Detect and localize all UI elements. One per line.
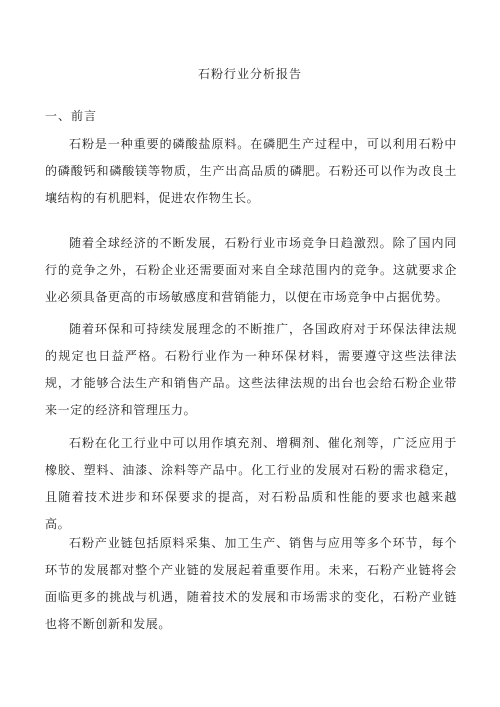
paragraph: 石粉是一种重要的磷酸盐原料。在磷肥生产过程中，可以利用石粉中的磷酸钙和磷酸镁等物质，生产出高品质的磷肥。石粉还可以作为改良土壤结构的有机肥料，促进农作物生长。 xyxy=(45,137,457,205)
paragraph: 随着全球经济的不断发展，石粉行业市场竞争日趋激烈。除了国内同行的竞争之外，石粉企业还需要面对来自全球范围内的竞争。这就要求企业必须具备更高的市场敏感度和营销能力，以便在市场竞争中占据优势。 xyxy=(45,236,457,304)
document-title: 石粉行业分析报告 xyxy=(197,67,302,81)
paragraph: 石粉在化工行业中可以用作填充剂、增稠剂、催化剂等，广泛应用于橡胶、塑料、油漆、涂料等产品中。化工行业的发展对石粉的需求稳定，且随着技术进步和环保要求的提高，对石粉品质和性能的要求也越来越高。 xyxy=(45,436,457,531)
section-heading: 一、前言 xyxy=(45,109,98,123)
paragraph: 石粉产业链包括原料采集、加工生产、销售与应用等多个环节，每个环节的发展都对整个产业链的发展起着重要作用。未来，石粉产业链将会面临更多的挑战与机遇，随着技术的发展和市场需求的变化，石粉产业链也将不断创新和发展。 xyxy=(45,536,457,631)
paragraph: 随着环保和可持续发展理念的不断推广，各国政府对于环保法律法规的规定也日益严格。石粉行业作为一种环保材料，需要遵守这些法律法规，才能够合法生产和销售产品。这些法律法规的出台也会给石粉企业带来一定的经济和管理压力。 xyxy=(45,322,457,417)
